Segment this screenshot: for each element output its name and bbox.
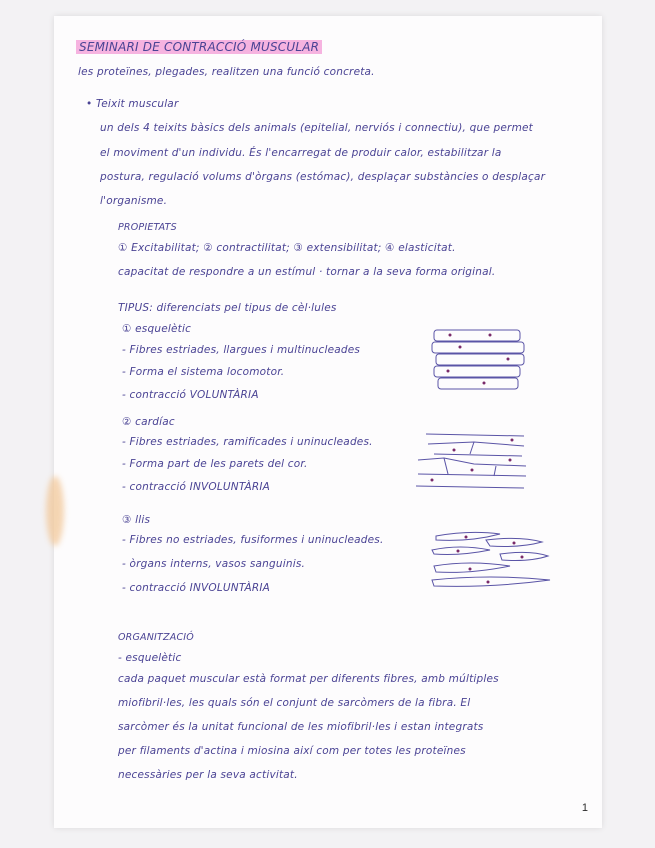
esqueletic-item: - contracció VOLUNTÀRIA — [122, 389, 259, 401]
esqueletic-title: ① esquelètic — [122, 323, 192, 335]
cardiac-item: - Forma part de les parets del cor. — [122, 458, 308, 470]
propietats-heading: PROPIETATS — [118, 222, 177, 233]
llis-item: - Fibres no estriades, fusiformes i uninucleades. — [122, 534, 384, 546]
cardiac-item: - contracció INVOLUNTÀRIA — [122, 481, 271, 493]
paper-hole-shadow — [46, 476, 64, 546]
paragraph1-line: un dels 4 teixits bàsics dels animals (epitelial, nerviós i connectiu), que permet — [100, 122, 533, 134]
llis-item: - contracció INVOLUNTÀRIA — [122, 582, 271, 594]
tipus-heading: TIPUS: diferenciats pel tipus de cèl·lules — [118, 302, 337, 314]
smooth-fiber-sketch — [430, 530, 556, 592]
organitzacio-heading: ORGANITZACIÓ — [118, 632, 194, 643]
cardiac-title: ② cardíac — [122, 416, 175, 428]
esqueletic-item: - Forma el sistema locomotor. — [122, 366, 285, 378]
skeletal-fiber-sketch — [430, 328, 530, 394]
organitzacio-line: sarcòmer és la unitat funcional de les miofibril·les i estan integrats — [118, 721, 484, 733]
propietats-line: capacitat de respondre a un estímul · tornar a la seva forma original. — [118, 266, 496, 278]
organitzacio-line: per filaments d'actina i miosina així com per totes les proteïnes — [118, 745, 466, 757]
cardiac-fiber-sketch — [414, 430, 530, 492]
esqueletic-item: - Fibres estriades, llargues i multinucleades — [122, 344, 361, 356]
page-title: SEMINARI DE CONTRACCIÓ MUSCULAR — [76, 40, 322, 54]
notebook-page — [54, 16, 602, 828]
paragraph1-line: postura, regulació volums d'òrgans (estómac), desplaçar substàncies o desplaçar — [100, 171, 546, 183]
page-number: 1 — [581, 802, 588, 814]
bullet-heading: • Teixit muscular — [86, 98, 179, 110]
organitzacio-sub: - esquelètic — [118, 652, 182, 664]
propietats-line: ① Excitabilitat; ② contractilitat; ③ extensibilitat; ④ elasticitat. — [118, 242, 456, 254]
organitzacio-line: necessàries per la seva activitat. — [118, 769, 298, 781]
llis-title: ③ llis — [122, 514, 151, 526]
paragraph1-line: l'organisme. — [100, 195, 168, 207]
intro-line: les proteïnes, plegades, realitzen una funció concreta. — [78, 66, 375, 78]
organitzacio-line: miofibril·les, les quals són el conjunt de sarcòmers de la fibra. El — [118, 697, 471, 709]
llis-item: - òrgans interns, vasos sanguinis. — [122, 558, 306, 570]
organitzacio-line: cada paquet muscular està format per diferents fibres, amb múltiples — [118, 673, 499, 685]
paragraph1-line: el moviment d'un individu. És l'encarregat de produir calor, estabilitzar la — [100, 147, 502, 159]
cardiac-item: - Fibres estriades, ramificades i uninucleades. — [122, 436, 373, 448]
